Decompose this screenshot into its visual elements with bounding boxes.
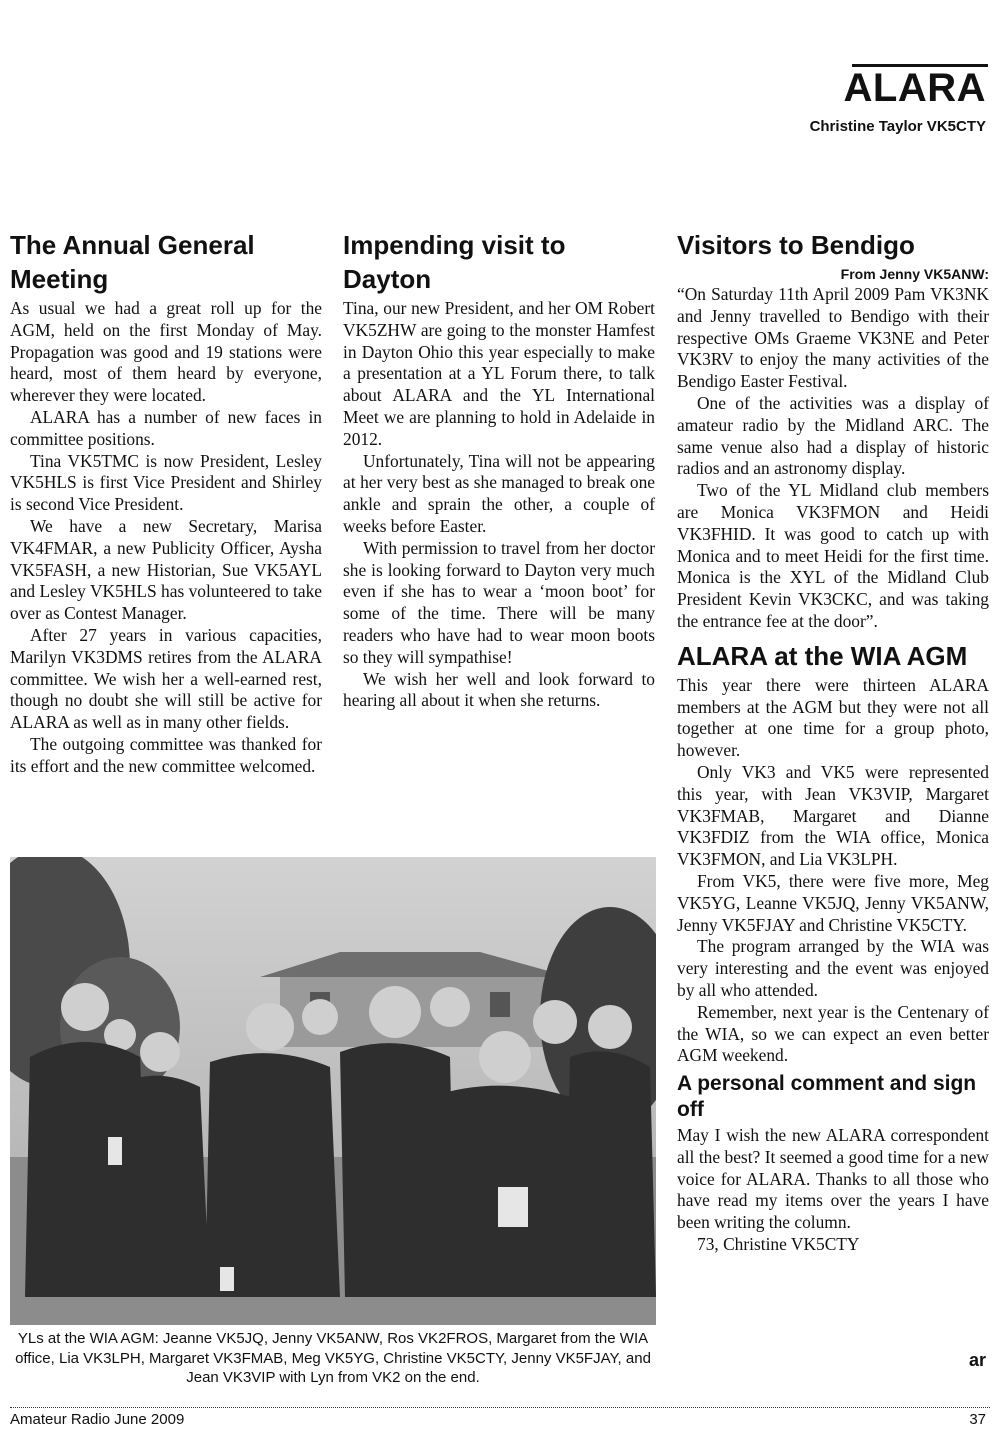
paragraph: Tina VK5TMC is now President, Lesley VK5HLS is first Vice President and Shirley is second Vice President. [10,450,322,515]
paragraph: The outgoing committee was thanked for its effort and the new committee welcomed. [10,733,322,776]
column-author: Christine Taylor VK5CTY [809,118,986,135]
paragraph: We wish her well and look forward to hearing all about it when she returns. [343,668,655,711]
paragraph: ALARA has a number of new faces in committee positions. [10,406,322,449]
paragraph: From VK5, there were five more, Meg VK5YG, Leanne VK5JQ, Jenny VK5ANW, Jenny VK5FJAY and Christine VK5CTY. [677,870,989,935]
paragraph: “On Saturday 11th April 2009 Pam VK3NK and Jenny travelled to Bendigo with their respective OMs Graeme VK3NE and Peter VK3RV to enjoy the many activities of the Bendigo Easter Festival. [677,284,989,392]
heading-personal-comment: A personal comment and sign off [677,1072,977,1122]
paragraph: One of the activities was a display of amateur radio by the Midland ARC. The same venue also had a display of historic radios and an astronomy display. [677,392,989,479]
paragraph: This year there were thirteen ALARA members at the AGM but they were not all together at one time for a group photo, however. [677,674,989,761]
paragraph: The program arranged by the WIA was very interesting and the event was enjoyed by all who attended. [677,936,989,1000]
photo-caption: YLs at the WIA AGM: Jeanne VK5JQ, Jenny VK5ANW, Ros VK2FROS, Margaret from the WIA office, Lia VK3LPH, Margaret VK3FMAB, Meg VK5YG, Christine VK5CTY, Jenny VK5FJAY, and Jean VK3VIP with Lyn from VK2 on the end. [15,1330,651,1386]
paragraph: As usual we had a great roll up for the AGM, held on the first Monday of May. Propagation was good and 19 stations were heard, most of them heard by everyone, wherever they were located. [10,298,322,406]
paragraph: Remember, next year is the Centenary of the WIA, so we can expect an even better AGM weekend. [677,1001,989,1066]
signoff: 73, Christine VK5CTY [697,1234,860,1255]
paragraph: Unfortunately, Tina will not be appearing at her very best as she managed to break one ankle and sprain the other, a couple of weeks before Easter. [343,450,655,536]
group-photo [10,857,656,1325]
heading-dayton-visit: Impending visit to Dayton [343,230,566,294]
heading-visitors-to-bendigo: Visitors to Bendigo [677,230,915,260]
section-title: ALARA [843,66,986,110]
paragraph: We have a new Secretary, Marisa VK4FMAR, a new Publicity Officer, Aysha VK5FASH, a new Historian, Sue VK5AYL and Lesley VK5HLS has volunteered to take over as Contest Manager. [10,515,322,624]
paragraph: Tina, our new President, and her OM Robert VK5ZHW are going to the monster Hamfest in Dayton Ohio this year especially to make a presentation at a YL Forum there, to talk about ALARA and the YL International Meet we are planning to hold in Adelaide in 2012. [343,298,655,449]
paragraph: Two of the YL Midland club members are Monica VK3FMON and Heidi VK3FHID. It was good to catch up with Monica and to meet Heidi for the first time. Monica is the XYL of the Midland Club President Kevin VK3CKC, and was taking the entrance fee at the door”. [677,480,989,631]
end-mark: ar [968,1350,986,1370]
column-annual-general-meeting [10,228,322,778]
group-photo-image [10,857,656,1325]
footer-publication: Amateur Radio June 2009 [10,1411,185,1428]
paragraph: With permission to travel from her doctor she is looking forward to Dayton very much even if she has to wear a ‘moon boot’ for some of the time. There will be many readers who have had to wear moon boots so they will sympathise! [343,537,655,667]
column-bendigo-and-agm [677,228,989,1256]
paragraph: Only VK3 and VK5 were represented this year, with Jean VK3VIP, Margaret VK3FMAB, Margaret and Dianne VK3FDIZ from the WIA office, Monica VK3FMON, and Lia VK3LPH. [677,761,989,870]
column-dayton-visit [343,228,655,712]
paragraph: May I wish the new ALARA correspondent all the best? It seemed a good time for a new voice for ALARA. Thanks to all those who have read my items over the years I have been writing the column. [677,1125,989,1233]
byline: From Jenny VK5ANW: [840,266,989,282]
page-number: 37 [969,1411,986,1428]
heading-annual-general-meeting: The Annual General Meeting [10,230,255,294]
paragraph: After 27 years in various capacities, Marilyn VK3DMS retires from the ALARA committee. We wish her a well-earned rest, though no doubt she will still be active for ALARA as well as in many other fields. [10,624,322,733]
heading-alara-at-wia-agm: ALARA at the WIA AGM [677,640,968,671]
footer-rule [10,1407,990,1408]
